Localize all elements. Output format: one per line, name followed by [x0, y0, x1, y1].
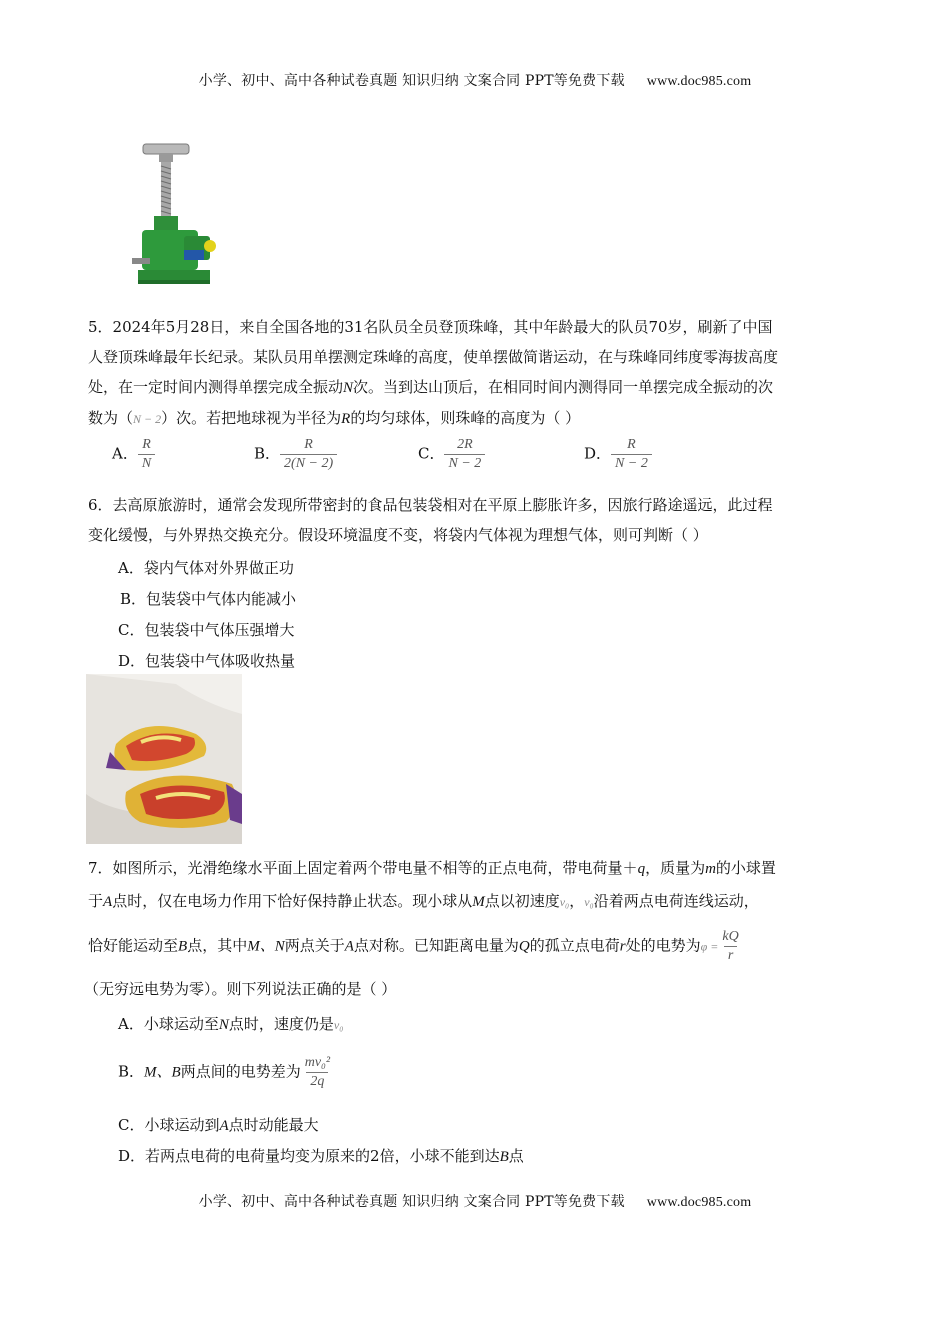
q7-option-a[interactable]: A．小球运动至N点时，速度仍是v₀ [118, 1015, 344, 1033]
q7-line2: 于A点时，仅在电场力作用下恰好保持静止状态。现小球从M点以初速度v₀，v₀沿着两点电荷连线运动， [88, 892, 759, 910]
q6-option-a[interactable]: A．袋内气体对外界做正功 [118, 559, 294, 577]
header-text: 小学、初中、高中各种试卷真题 知识归纳 文案合同 PPT等免费下载 [198, 73, 625, 89]
q5-line4: 数为（N − 2）次。若把地球视为半径为R的均匀球体，则珠峰的高度为（ ） [88, 409, 581, 427]
q6-line2: 变化缓慢，与外界热交换充分。假设环境温度不变，将袋内气体视为理想气体，则可判断（ ） [88, 526, 708, 544]
q7-option-b[interactable]: B．M、B两点间的电势差为 $\frac{\text{mv₀²}}{2q}$ [118, 1054, 334, 1091]
q6-option-d[interactable]: D．包装袋中气体吸收热量 [118, 652, 296, 670]
screw-jack-image [128, 140, 222, 286]
expr-n-minus-2: N − 2 [133, 412, 162, 426]
frac-b: $\frac{R}{2(N - 2)}$ [280, 436, 337, 473]
q5-option-d[interactable]: D． $\frac{R}{N - 2}$ [584, 436, 652, 473]
potential-fraction: $\frac{kQ}{r}$ [722, 929, 739, 963]
question-7 [88, 852, 860, 918]
q6-line1: 6．去高原旅游时，通常会发现所带密封的食品包装袋相对在平原上膨胀许多，因旅行路途遥远，此过程 [88, 496, 773, 514]
q5-option-b[interactable]: B． $\frac{R}{2(N - 2)}$ [254, 436, 337, 473]
var-N: N [343, 380, 354, 396]
page-header [0, 70, 950, 90]
q6-options [118, 553, 296, 677]
footer-text: 小学、初中、高中各种试卷真题 知识归纳 文案合同 PPT等免费下载 [198, 1194, 625, 1210]
frac-d: $\frac{R}{N - 2}$ [611, 436, 652, 473]
q7-line3: 恰好能运动至B点，其中M、N两点关于A点对称。已知距离电量为Q的孤立点电荷r处的电势为φ = $\frac{kQ}{r}$ [88, 928, 860, 965]
q7-option-c[interactable]: C．小球运动到A点时动能最大 [118, 1116, 319, 1134]
phi-symbol: φ = [700, 939, 719, 954]
question-5 [88, 312, 860, 434]
q5-line3: 处，在一定时间内测得单摆完成全振动N次。当到达山顶后，在相同时间内测得同一单摆完成全振动的次 [88, 378, 774, 396]
question-6 [88, 490, 860, 550]
q5-line1: 5．2024年5月28日，来自全国各地的31名队员全员登顶珠峰，其中年龄最大的队员70岁，刷新了中国 [88, 318, 773, 336]
q7-option-d[interactable]: D．若两点电荷的电荷量均变为原来的2倍，小球不能到达B点 [118, 1147, 524, 1165]
page-footer [0, 1191, 950, 1211]
q5-option-c[interactable]: C． $\frac{2R}{N - 2}$ [418, 436, 485, 473]
q7-line4: （无穷远电势为零）。则下列说法正确的是（ ） [84, 980, 397, 998]
frac-a: $\frac{R}{N}$ [138, 436, 155, 473]
header-url[interactable]: www.doc985.com [646, 74, 752, 89]
q5-line2: 人登顶珠峰最年长纪录。某队员用单摆测定珠峰的高度，使单摆做简谐运动，在与珠峰同纬度零海拔高度 [88, 348, 779, 366]
var-R: R [341, 411, 351, 427]
potential-diff-fraction: $\frac{\text{mv₀²}}{2q}$ [304, 1055, 331, 1089]
q6-option-c[interactable]: C．包装袋中气体压强增大 [118, 621, 295, 639]
frac-c: $\frac{2R}{N - 2}$ [444, 436, 485, 473]
q6-option-b[interactable]: B．包装袋中气体内能减小 [120, 590, 297, 608]
q7-line1: 7．如图所示，光滑绝缘水平面上固定着两个带电量不相等的正点电荷，带电荷量＋q，质量为m的小球置 [88, 859, 776, 877]
q5-option-a[interactable]: A． $\frac{R}{N}$ [112, 436, 155, 473]
snack-bag-image [86, 674, 242, 844]
q7-line3-block [88, 928, 860, 965]
footer-url[interactable]: www.doc985.com [646, 1195, 752, 1210]
